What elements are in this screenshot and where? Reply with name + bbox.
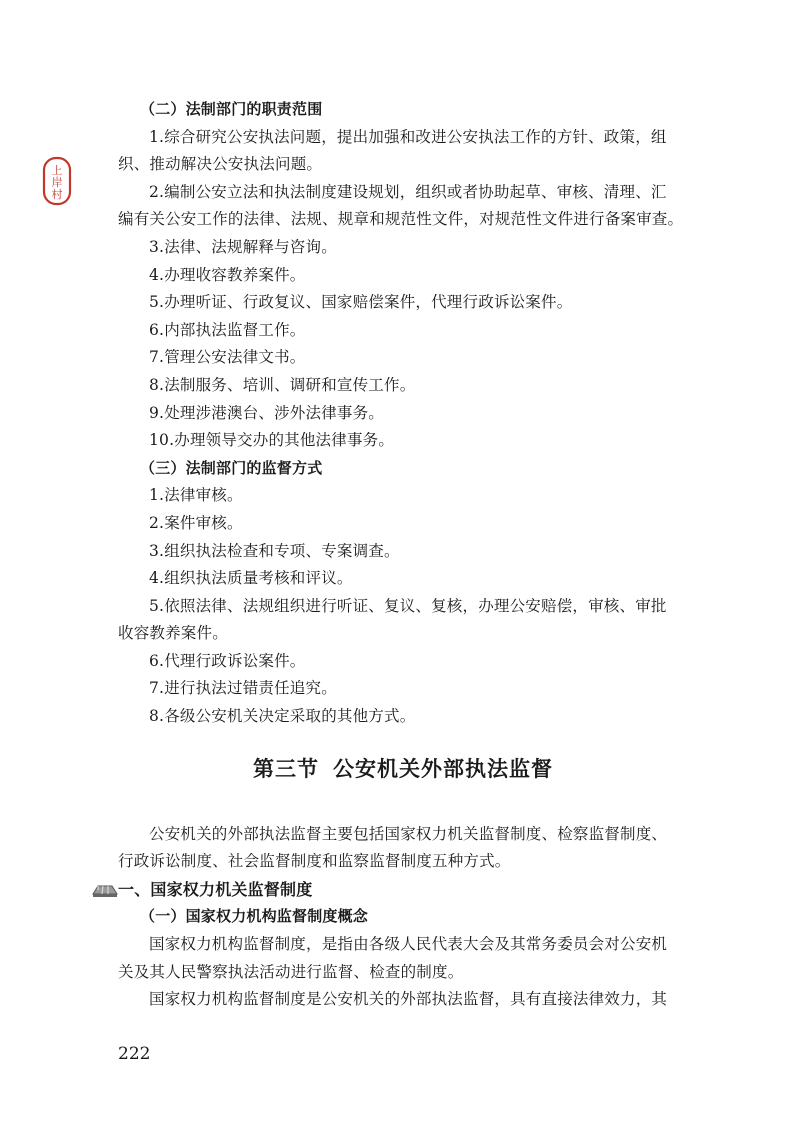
section-label: 第三节 (253, 756, 319, 781)
seal-stamp-icon (42, 156, 72, 206)
paragraph-line: 收容教养案件。 (118, 624, 228, 643)
paragraph-line: 6.代理行政诉讼案件。 (149, 651, 306, 670)
subheading-methods: （三）法制部门的监督方式 (140, 458, 323, 477)
headline-text: 一、国家权力机关监督制度 (118, 879, 313, 899)
svg-text:岸: 岸 (51, 176, 63, 189)
paragraph-line: 7.进行执法过错责任追究。 (149, 679, 337, 698)
paragraph-line: 2.编制公安立法和执法制度建设规划，组织或者协助起草、审核、清理、汇 (149, 182, 667, 201)
book-icon (92, 882, 118, 898)
paragraph-line: 8.各级公安机关决定采取的其他方式。 (149, 707, 416, 726)
paragraph-line: 5.依照法律、法规组织进行听证、复议、复核，办理公安赔偿，审核、审批 (149, 596, 667, 615)
paragraph-line: 1.综合研究公安执法问题，提出加强和改进公安执法工作的方针、政策，组 (149, 127, 667, 146)
chapter-headline (92, 876, 688, 904)
paragraph-line: 7.管理公安法律文书。 (149, 348, 306, 367)
paragraph-line: 编有关公安工作的法律、法规、规章和规范性文件，对规范性文件进行备案审查。 (118, 210, 684, 229)
section-title (118, 741, 688, 797)
paragraph-line: 8.法制服务、培训、调研和宣传工作。 (149, 375, 416, 394)
paragraph-line: 5.办理听证、行政复议、国家赔偿案件，代理行政诉讼案件。 (149, 293, 573, 312)
paragraph-line: 4.组织执法质量考核和评议。 (149, 569, 353, 588)
paragraph-line: 2.案件审核。 (149, 513, 243, 532)
paragraph-line: 3.组织执法检查和专项、专案调查。 (149, 541, 400, 560)
paragraph-line: 关及其人民警察执法活动进行监督、检查的制度。 (118, 962, 464, 981)
paragraph-line: 6.内部执法监督工作。 (149, 320, 306, 339)
subheading-concept: （一）国家权力机构监督制度概念 (140, 907, 369, 926)
svg-text:上: 上 (51, 164, 63, 177)
paragraph-line: 公安机关的外部执法监督主要包括国家权力机关监督制度、检察监督制度、 (149, 824, 668, 843)
paragraph-line: 4.办理收容教养案件。 (149, 265, 306, 284)
page-number: 222 (118, 1044, 151, 1064)
svg-text:村: 村 (51, 188, 63, 201)
section-heading: 公安机关外部执法监督 (333, 756, 553, 781)
body-text (118, 96, 688, 1014)
paragraph-line: 织、推动解决公安执法问题。 (118, 155, 323, 174)
paragraph-line: 9.处理涉港澳台、涉外法律事务。 (149, 403, 384, 422)
paragraph-line: 1.法律审核。 (149, 486, 243, 505)
paragraph-line: 行政诉讼制度、社会监督制度和监察监督制度五种方式。 (118, 852, 511, 871)
paragraph-line: 10.办理领导交办的其他法律事务。 (149, 431, 395, 450)
paragraph-line: 国家权力机构监督制度是公安机关的外部执法监督，具有直接法律效力，其 (149, 990, 668, 1009)
paragraph-line: 国家权力机构监督制度，是指由各级人民代表大会及其常务委员会对公安机 (149, 935, 668, 954)
subheading-duties: （二）法制部门的职责范围 (140, 100, 323, 118)
paragraph-line: 3.法律、法规解释与咨询。 (149, 237, 337, 256)
